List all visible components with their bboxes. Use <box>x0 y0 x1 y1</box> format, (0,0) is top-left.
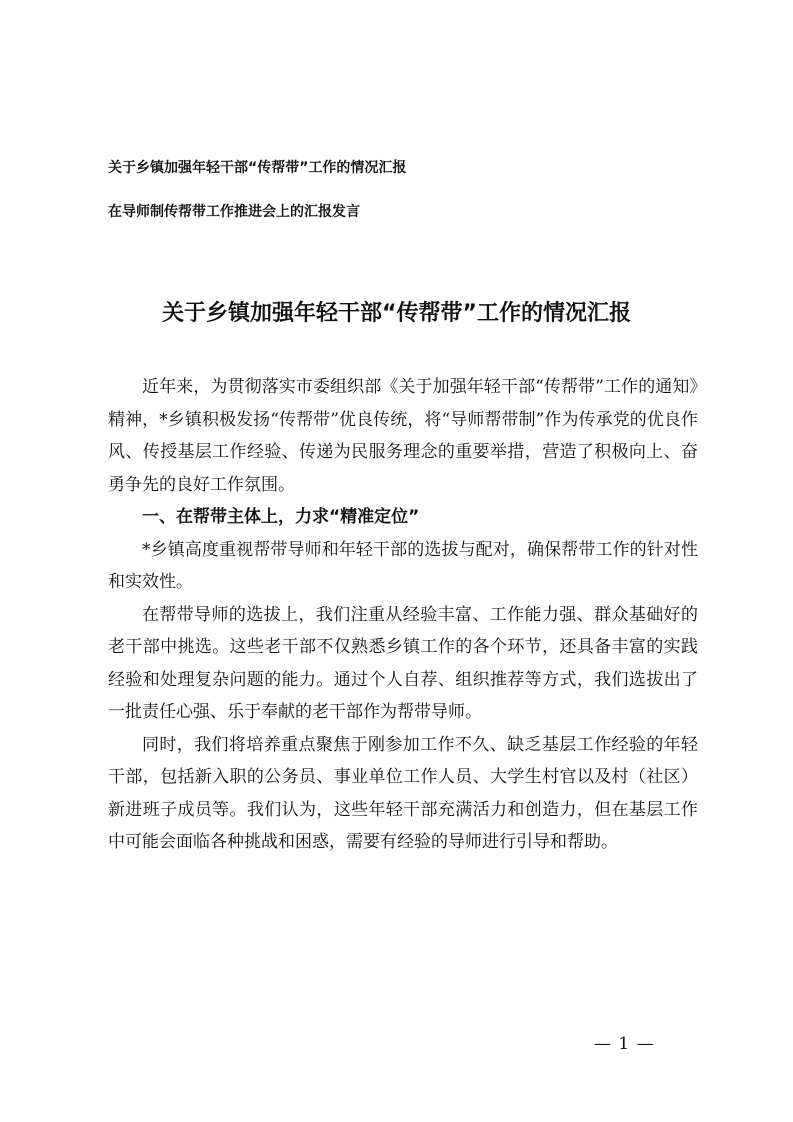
article-body <box>108 371 698 859</box>
toc-entry-speech-title: 在导师制传帮带工作推进会上的汇报发言 <box>108 204 360 220</box>
paragraph-intro: 近年来，为贯彻落实市委组织部《关于加强年轻干部“传帮带”工作的通知》精神，*乡镇积极发扬“传帮带”优良传统，将“导师帮带制”作为传承党的优良作风、传授基层工作经验、传递为民服务理念的重要举措，营造了积极向上、奋勇争先的良好工作氛围。 <box>108 377 698 495</box>
paragraph-selection-overview: *乡镇高度重视帮带导师和年轻干部的选拔与配对，确保帮带工作的针对性和实效性。 <box>108 539 698 592</box>
page-number: — 1 — <box>594 1034 655 1054</box>
section-heading-1: 一、在帮带主体上，力求“精准定位” <box>142 507 420 527</box>
paragraph-mentor-selection: 在帮带导师的选拔上，我们注重从经验丰富、工作能力强、群众基础好的老干部中挑选。这些老干部不仅熟悉乡镇工作的各个环节，还具备丰富的实践经验和处理复杂问题的能力。通过个人自荐、组织推荐等方式，我们选拔出了一批责任心强、乐于奉献的老干部作为帮带导师。 <box>108 604 698 722</box>
article-title: 关于乡镇加强年轻干部“传帮带”工作的情况汇报 <box>162 301 631 326</box>
toc-entry-report-title: 关于乡镇加强年轻干部“传帮带”工作的情况汇报 <box>108 160 407 176</box>
paragraph-young-cadres: 同时，我们将培养重点聚焦于刚参加工作不久、缺乏基层工作经验的年轻干部，包括新入职的公务员、事业单位工作人员、大学生村官以及村（社区）新进班子成员等。我们认为，这些年轻干部充满活力和创造力，但在基层工作中可能会面临各种挑战和困惑，需要有经验的导师进行引导和帮助。 <box>108 734 698 852</box>
